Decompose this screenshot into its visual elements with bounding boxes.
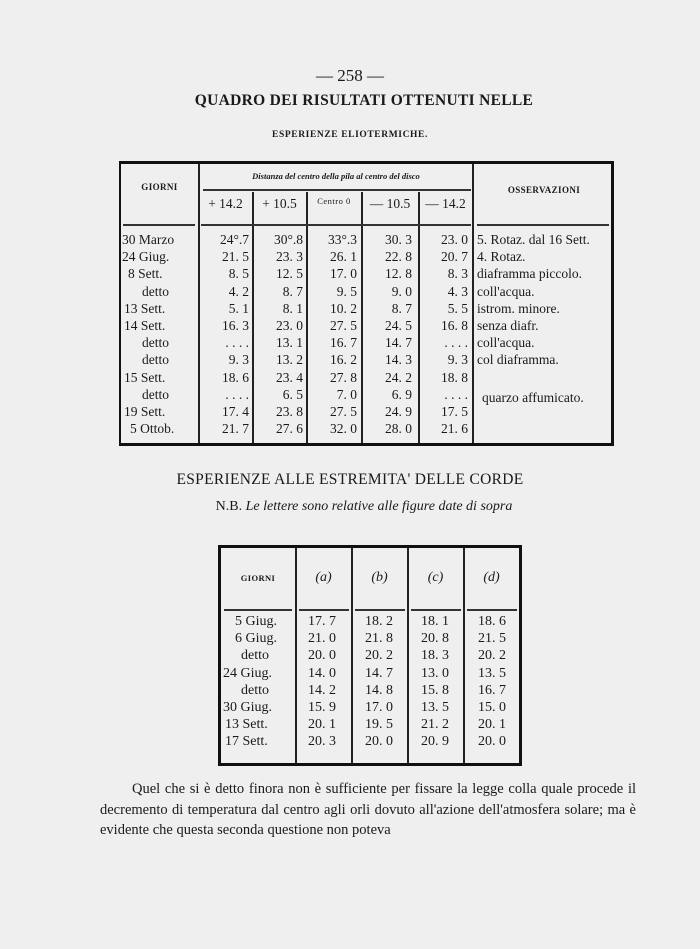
cell-value: 14. 0: [308, 665, 336, 681]
table-body: [221, 614, 519, 752]
table-row: [121, 352, 611, 369]
cell-value: 7. 0: [336, 386, 357, 402]
page-subtitle: ESPERIENZE ELIOTERMICHE.: [272, 130, 428, 140]
cell-value: 27. 5: [330, 317, 357, 333]
cell-observation: quarzo affumicato.: [482, 389, 584, 405]
header-plus-10-5: + 10.5: [262, 196, 297, 211]
cell-observation: coll'acqua.: [477, 283, 535, 299]
header-b: (b): [371, 570, 388, 585]
cell-value: 23. 4: [276, 369, 303, 385]
cell-giorni: 6 Giug.: [235, 631, 277, 647]
table-body: [121, 232, 611, 438]
header-a: (a): [315, 570, 332, 585]
cell-value: 21. 2: [421, 717, 449, 733]
header-observations: OSSERVAZIONI: [507, 185, 581, 195]
cell-value: 9. 5: [336, 283, 357, 299]
cell-value: 23. 0: [441, 232, 468, 247]
page-title: QUADRO DEI RISULTATI OTTENUTI NELLE: [194, 92, 534, 109]
table-row: [121, 266, 611, 283]
cell-value: 16. 8: [441, 317, 468, 333]
cell-value: 18. 3: [421, 648, 449, 664]
cell-value: 10. 2: [330, 300, 357, 316]
table-row: [121, 335, 611, 352]
cell-value: . . . .: [444, 335, 468, 351]
table-row: [221, 700, 519, 717]
cell-value: 21. 6: [441, 421, 468, 437]
cell-value: 20. 7: [441, 249, 468, 265]
note-text: Le lettere sono relative alle figure date di sopra: [245, 499, 513, 514]
cell-value: 13. 5: [421, 699, 449, 715]
header-c: (c): [427, 570, 444, 585]
cell-value: 23. 3: [276, 249, 303, 265]
cell-value: 20. 1: [308, 717, 336, 733]
cell-value: 20. 9: [421, 734, 449, 750]
body-paragraph: [100, 779, 636, 841]
cell-value: 4. 2: [228, 283, 249, 299]
header-d: (d): [483, 570, 500, 585]
heliothermal-results-table: [119, 161, 614, 446]
cell-observation: coll'acqua.: [477, 335, 535, 351]
cell-value: 8. 7: [391, 300, 412, 316]
cell-value: 19. 5: [365, 717, 393, 733]
cell-value: 13. 0: [421, 665, 449, 681]
header-rule: [299, 609, 349, 611]
cell-value: 21. 5: [222, 249, 249, 265]
cell-value: 17. 4: [222, 403, 249, 419]
header-minus-14-2: — 14.2: [425, 196, 466, 211]
cell-value: 8. 1: [282, 300, 303, 316]
header-plus-14-2: + 14.2: [208, 196, 243, 211]
section-title: ESPERIENZE ALLE ESTREMITA' DELLE CORDE: [176, 471, 524, 488]
cell-value: 30. 3: [385, 232, 412, 247]
paragraph-text: Quel che si è detto finora non è sufficiente per fissare la legge colla quale procede il decremento di temperatura dal centro agli orli dovuto all'azione dell'atmosfera solare; ma è evidente che questa seconda questione non poteva: [100, 781, 636, 838]
cell-value: 8. 5: [228, 266, 249, 282]
table-row: [121, 232, 611, 249]
cell-observation: istrom. minore.: [477, 300, 560, 316]
table-row: [121, 318, 611, 335]
cell-value: 27. 8: [330, 369, 357, 385]
cell-value: 18. 6: [222, 369, 249, 385]
table-row: [221, 666, 519, 683]
cell-value: 21. 0: [308, 631, 336, 647]
cell-value: . . . .: [225, 386, 249, 402]
cell-giorni: 24 Giug.: [122, 249, 170, 265]
cell-observation: 5. Rotaz. dal 16 Sett.: [477, 232, 590, 247]
cell-giorni: detto: [142, 335, 169, 351]
cell-observation: 4. Rotaz.: [477, 249, 526, 265]
table-row: [121, 284, 611, 301]
cell-value: 6. 9: [391, 386, 412, 402]
cell-giorni: 5 Giug.: [235, 614, 277, 629]
table-row: [121, 421, 611, 438]
cell-value: 12. 8: [385, 266, 412, 282]
cell-value: 13. 5: [478, 665, 506, 681]
cell-value: 24°.7: [219, 232, 249, 247]
header-minus-10-5: — 10.5: [369, 196, 411, 211]
cell-value: 27. 5: [330, 403, 357, 419]
cell-observation: col diaframma.: [477, 352, 559, 368]
header-rule: [477, 224, 609, 226]
cell-giorni: detto: [142, 352, 169, 368]
table-row: [221, 717, 519, 734]
cell-observation: diaframma piccolo.: [477, 266, 582, 282]
cell-value: 9. 0: [391, 283, 412, 299]
cell-value: 18. 1: [421, 614, 449, 629]
table-row: [221, 734, 519, 751]
table-row: [121, 301, 611, 318]
cell-value: 14. 3: [385, 352, 412, 368]
header-distance-group: Distanza del centro della pila al centro del disco: [252, 171, 420, 181]
cell-value: . . . .: [225, 335, 249, 351]
cell-value: 20. 1: [478, 717, 506, 733]
cell-giorni: 13 Sett.: [124, 300, 166, 316]
page-number: — 258 —: [316, 66, 384, 85]
cell-value: 15. 8: [421, 682, 449, 698]
cell-value: 22. 8: [385, 249, 412, 265]
cell-giorni: 30 Marzo: [122, 232, 175, 247]
cell-value: . . . .: [444, 386, 468, 402]
cell-value: 14. 7: [385, 335, 412, 351]
header-giorni: GIORNI: [141, 182, 178, 192]
cell-value: 14. 7: [365, 665, 393, 681]
cell-value: 5. 1: [228, 300, 249, 316]
cell-value: 20. 2: [365, 648, 393, 664]
cell-value: 16. 7: [478, 682, 506, 698]
note-prefix: N.B.: [215, 499, 243, 514]
cell-giorni: 8 Sett.: [128, 266, 163, 282]
header-rule: [201, 224, 471, 226]
cell-value: 21. 5: [478, 631, 506, 647]
cell-giorni: detto: [241, 648, 269, 664]
cell-value: 23. 8: [276, 403, 303, 419]
cell-giorni: detto: [241, 682, 269, 698]
cell-giorni: 24 Giug.: [223, 665, 272, 681]
header-rule: [355, 609, 405, 611]
cell-value: 24. 5: [385, 317, 412, 333]
section-note: [0, 499, 700, 515]
cell-giorni: 5 Ottob.: [130, 421, 175, 437]
table-row: [121, 249, 611, 266]
cell-value: 24. 9: [385, 403, 412, 419]
cell-value: 6. 5: [282, 386, 303, 402]
cell-value: 18. 8: [441, 369, 468, 385]
cell-value: 9. 3: [447, 352, 468, 368]
cell-value: 14. 8: [365, 682, 393, 698]
cell-giorni: 14 Sett.: [124, 317, 166, 333]
header-centro: Centro 0: [317, 196, 351, 206]
cell-value: 24. 2: [385, 369, 412, 385]
cell-value: 9. 3: [228, 352, 249, 368]
header-giorni: GIORNI: [240, 573, 276, 583]
header-rule: [467, 609, 517, 611]
cell-value: 21. 8: [365, 631, 393, 647]
cell-value: 20. 0: [308, 648, 336, 664]
cell-value: 28. 0: [385, 421, 412, 437]
cell-giorni: 30 Giug.: [223, 699, 272, 715]
cell-giorni: 17 Sett.: [225, 734, 268, 750]
cell-giorni: detto: [142, 386, 169, 402]
header-rule: [411, 609, 461, 611]
cell-value: 14. 2: [308, 682, 336, 698]
cell-value: 12. 5: [276, 266, 303, 282]
cell-value: 18. 6: [478, 614, 506, 629]
cell-value: 20. 3: [308, 734, 336, 750]
cell-value: 21. 7: [222, 421, 249, 437]
cell-value: 33°.3: [327, 232, 357, 247]
table-row: [221, 631, 519, 648]
table-row: [121, 370, 611, 387]
cell-value: 20. 0: [365, 734, 393, 750]
table-row: [221, 683, 519, 700]
cell-value: 15. 9: [308, 699, 336, 715]
cell-value: 4. 3: [447, 283, 468, 299]
cell-value: 8. 3: [447, 266, 468, 282]
cell-value: 16. 7: [330, 335, 357, 351]
cell-value: 17. 5: [441, 403, 468, 419]
header-rule: [203, 189, 471, 191]
cell-value: 20. 2: [478, 648, 506, 664]
cell-value: 20. 0: [478, 734, 506, 750]
cell-observation: senza diafr.: [477, 317, 539, 333]
cell-value: 17. 0: [330, 266, 357, 282]
cell-value: 30°.8: [273, 232, 303, 247]
table-row: [121, 387, 611, 404]
cell-value: 13. 1: [276, 335, 303, 351]
cell-giorni: 15 Sett.: [124, 369, 166, 385]
string-ends-table: [218, 545, 522, 766]
table-row: [221, 648, 519, 665]
cell-value: 17. 0: [365, 699, 393, 715]
cell-value: 13. 2: [276, 352, 303, 368]
cell-value: 17. 7: [308, 614, 336, 629]
header-rule: [123, 224, 195, 226]
cell-giorni: 13 Sett.: [225, 717, 268, 733]
cell-value: 15. 0: [478, 699, 506, 715]
header-rule: [224, 609, 292, 611]
table-row: [121, 404, 611, 421]
cell-value: 23. 0: [276, 317, 303, 333]
cell-value: 26. 1: [330, 249, 357, 265]
table-row: [221, 614, 519, 631]
cell-giorni: 19 Sett.: [124, 403, 166, 419]
cell-value: 16. 3: [222, 317, 249, 333]
cell-value: 20. 8: [421, 631, 449, 647]
cell-value: 16. 2: [330, 352, 357, 368]
cell-value: 32. 0: [330, 421, 357, 437]
cell-value: 8. 7: [282, 283, 303, 299]
cell-value: 18. 2: [365, 614, 393, 629]
cell-value: 27. 6: [276, 421, 303, 437]
cell-giorni: detto: [142, 283, 169, 299]
cell-value: 5. 5: [447, 300, 468, 316]
